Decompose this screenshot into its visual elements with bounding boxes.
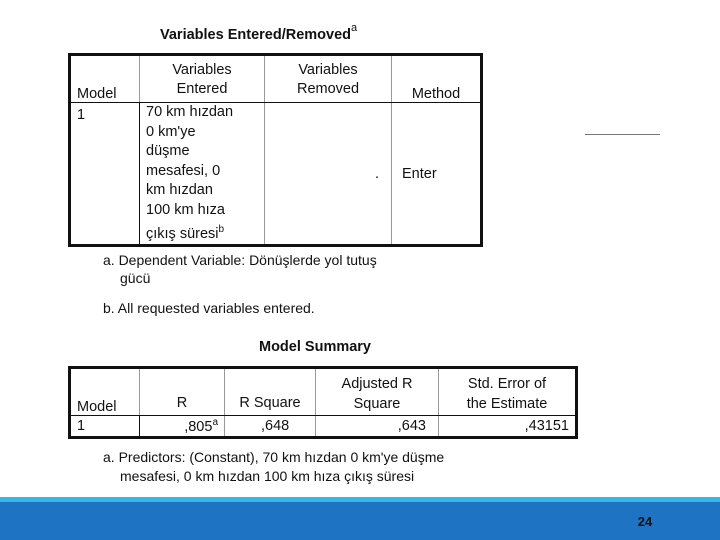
cell-variables-entered <box>140 103 265 246</box>
variables-entered-title-text: Variables Entered/Removed <box>160 26 351 43</box>
variables-entered-table <box>68 53 483 247</box>
table1-note-a-line2: gücü <box>120 270 151 286</box>
cell-r-value: ,805 <box>184 418 213 435</box>
cell-removed-value: . <box>374 165 379 182</box>
table-row <box>70 416 577 438</box>
cell-std-error-value: ,43151 <box>524 418 569 434</box>
cell-variables-removed <box>265 103 392 246</box>
header-variables-entered-label: Variables Entered <box>172 62 232 97</box>
page-number: 24 <box>637 514 653 529</box>
cell-std-error <box>439 416 577 438</box>
r-superscript: a <box>212 417 218 429</box>
header-variables-removed <box>265 55 392 103</box>
header-method-label: Method <box>411 86 461 102</box>
entered-line-3: düşme <box>146 143 190 159</box>
cell-adjusted-r-square <box>316 416 439 438</box>
entered-line-2: 0 km'ye <box>146 123 196 140</box>
header-model <box>70 368 140 416</box>
variables-entered-title <box>160 24 357 43</box>
header-r <box>140 368 225 416</box>
model-summary-table <box>68 366 578 439</box>
header-model-label: Model <box>77 86 117 102</box>
cell-r-square-value: ,648 <box>261 418 290 434</box>
header-method <box>392 55 482 103</box>
entered-line-6: 100 km hıza <box>146 201 225 218</box>
cell-r-square <box>225 416 316 438</box>
table2-note-a <box>103 448 444 486</box>
table1-note-a-line1: a. Dependent Variable: Dönüşlerde yol tutuş <box>103 252 377 268</box>
entered-line-1: 70 km hızdan <box>146 104 234 120</box>
model-summary-title: Model Summary <box>259 339 371 355</box>
entered-line-7 <box>146 220 258 244</box>
table-header-row <box>70 55 482 103</box>
table2-note-a-line2: mesafesi, 0 km hızdan 100 km hıza çıkış süresi <box>120 468 415 484</box>
table1-note-a <box>103 251 377 287</box>
table2-note-a-line1: a. Predictors: (Constant), 70 km hızdan 0 km'ye düşme <box>103 449 445 465</box>
header-r-square <box>225 368 316 416</box>
header-adjusted-r-square <box>316 368 439 416</box>
header-variables-removed-label: Variables Removed <box>296 62 360 97</box>
entered-superscript: b <box>218 224 225 235</box>
cell-r <box>140 416 225 438</box>
table1-note-b: b. All requested variables entered. <box>103 300 315 316</box>
cell-model-value: 1 <box>77 107 86 123</box>
entered-line-7-text: çıkış süresi <box>146 225 219 242</box>
header-std-error-label: Std. Error of the Estimate <box>466 376 548 412</box>
entered-line-5: km hızdan <box>146 182 213 198</box>
header-variables-entered <box>140 55 265 103</box>
table-row <box>70 103 482 246</box>
header-model <box>70 55 140 103</box>
decorative-line <box>585 134 660 135</box>
cell-method-value: Enter <box>402 165 437 182</box>
cell-adjusted-value: ,643 <box>397 418 426 434</box>
header-model-label: Model <box>77 399 117 415</box>
footer-bar <box>0 502 720 540</box>
entered-line-4: mesafesi, 0 <box>146 162 221 179</box>
cell-model <box>70 103 140 246</box>
cell-model-value: 1 <box>77 418 86 434</box>
header-std-error <box>439 368 577 416</box>
header-r-label: R <box>176 395 188 411</box>
title-superscript: a <box>351 22 358 34</box>
header-adjusted-label: Adjusted R Square <box>341 376 413 412</box>
cell-method <box>392 103 482 246</box>
table-header-row <box>70 368 577 416</box>
cell-model <box>70 416 140 438</box>
slide-footer <box>0 497 720 540</box>
header-r-square-label: R Square <box>239 395 301 411</box>
